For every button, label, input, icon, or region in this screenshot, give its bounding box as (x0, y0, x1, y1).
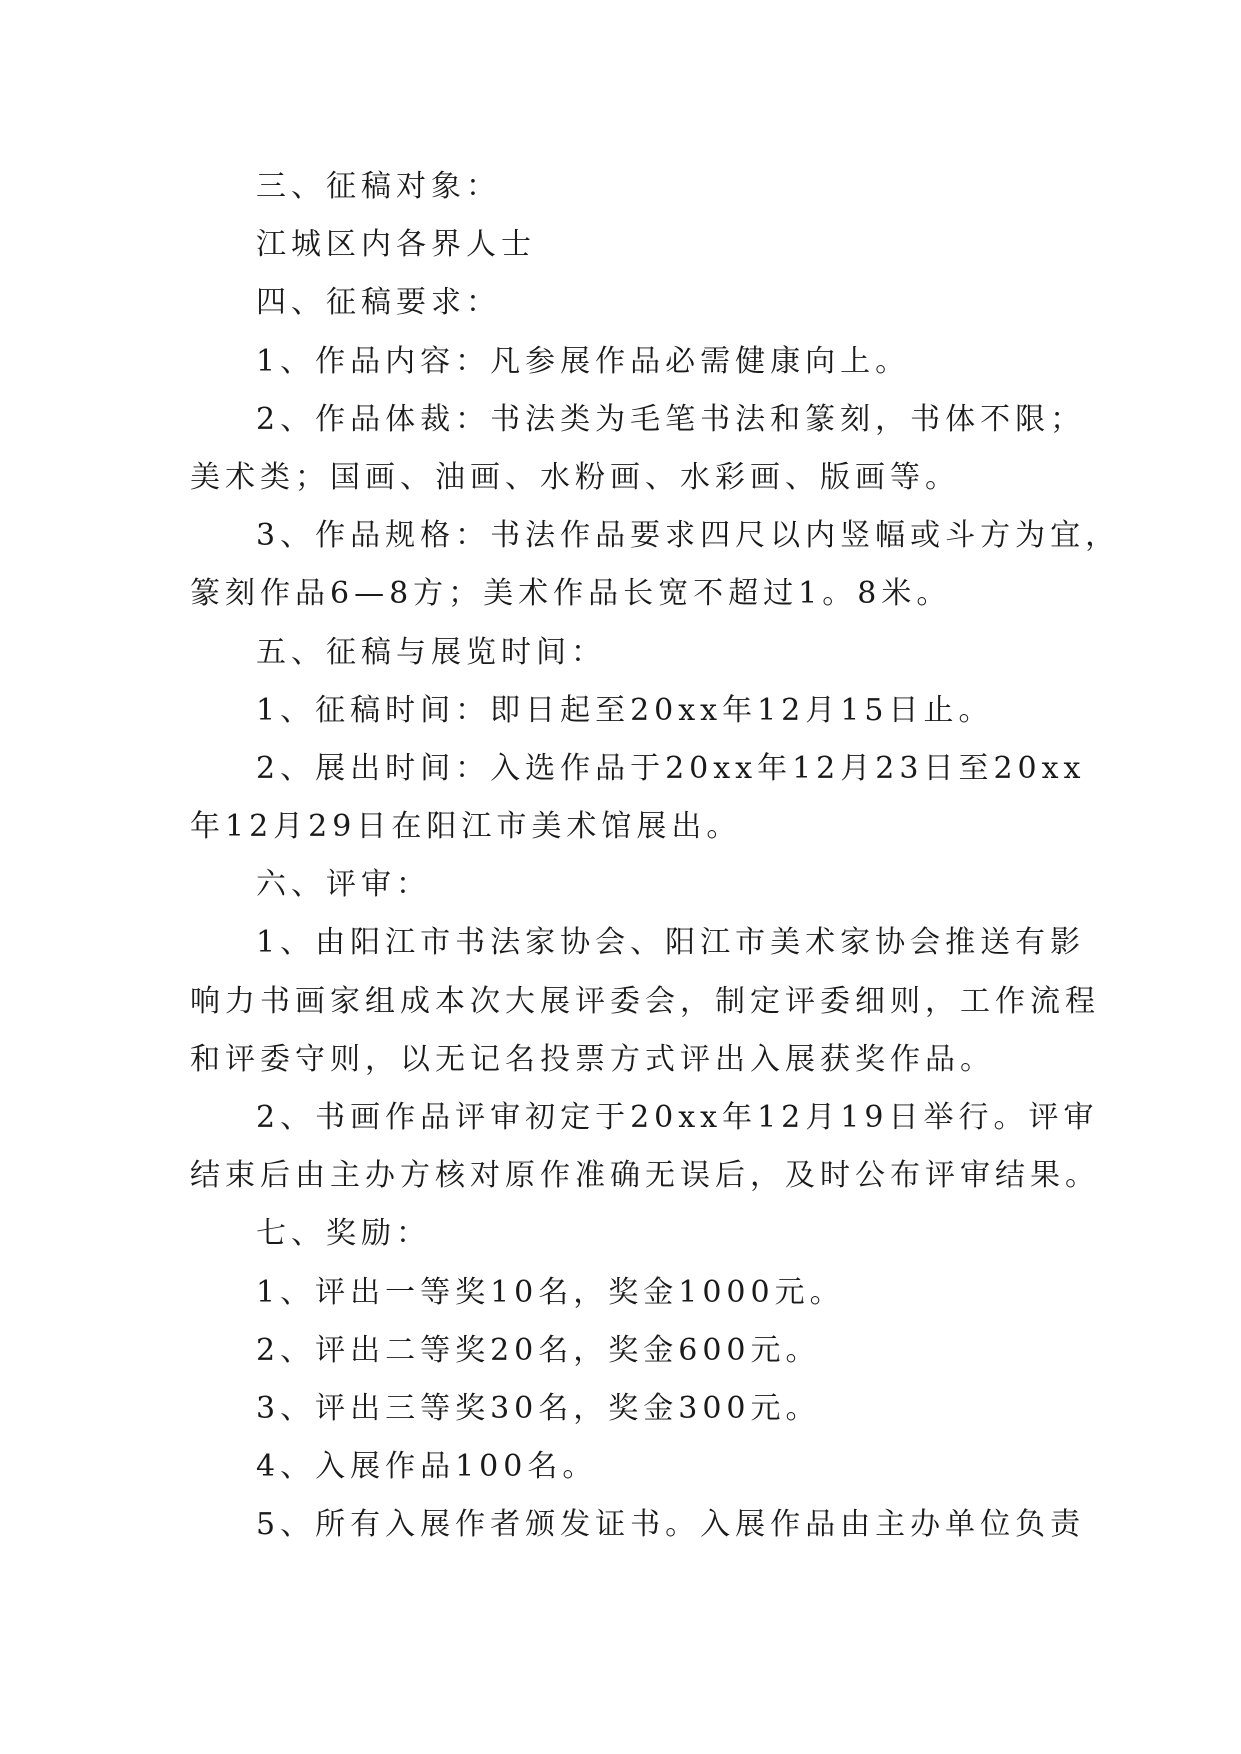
section-heading-3: 三、征稿对象： (256, 169, 501, 204)
paragraph-line: 2、展出时间：入选作品于20xx年12月23日至20xx (256, 750, 1086, 786)
paragraph-line: 江城区内各界人士 (256, 227, 536, 263)
paragraph-line: 响力书画家组成本次大展评委会，制定评委细则，工作流程 (190, 983, 1100, 1019)
paragraph-line: 1、作品内容：凡参展作品必需健康向上。 (256, 343, 911, 379)
paragraph-line: 3、作品规格：书法作品要求四尺以内竖幅或斗方为宜， (256, 518, 1121, 554)
paragraph-line: 结束后由主办方核对原作准确无误后，及时公布评审结果。 (190, 1158, 1100, 1194)
paragraph-line: 篆刻作品6—8方；美术作品长宽不超过1。8米。 (190, 576, 952, 612)
paragraph-line: 2、作品体裁：书法类为毛笔书法和篆刻，书体不限； (256, 401, 1086, 437)
section-heading-5: 五、征稿与展览时间： (256, 634, 606, 670)
list-item: 3、评出三等奖30名，奖金300元。 (256, 1390, 821, 1426)
list-item: 5、所有入展作者颁发证书。入展作品由主办单位负责 (256, 1507, 1086, 1543)
paragraph-line: 2、书画作品评审初定于20xx年12月19日举行。评审 (256, 1100, 1099, 1135)
section-heading-4: 四、征稿要求： (256, 285, 501, 321)
list-item: 1、评出一等奖10名，奖金1000元。 (256, 1274, 845, 1310)
paragraph-line: 和评委守则，以无记名投票方式评出入展获奖作品。 (190, 1041, 995, 1077)
list-item: 2、评出二等奖20名，奖金600元。 (256, 1332, 821, 1368)
document-page (190, 158, 1121, 1555)
section-heading-6: 六、评审： (256, 867, 431, 903)
paragraph-line: 年12月29日在阳江市美术馆展出。 (190, 809, 742, 845)
paragraph-line: 1、征稿时间：即日起至20xx年12月15日止。 (256, 692, 994, 728)
list-item: 4、入展作品100名。 (256, 1449, 598, 1485)
section-heading-7: 七、奖励： (256, 1216, 431, 1252)
paragraph-line: 1、由阳江市书法家协会、阳江市美术家协会推送有影 (256, 925, 1086, 961)
paragraph-line: 美术类；国画、油画、水粉画、水彩画、版画等。 (190, 459, 960, 495)
